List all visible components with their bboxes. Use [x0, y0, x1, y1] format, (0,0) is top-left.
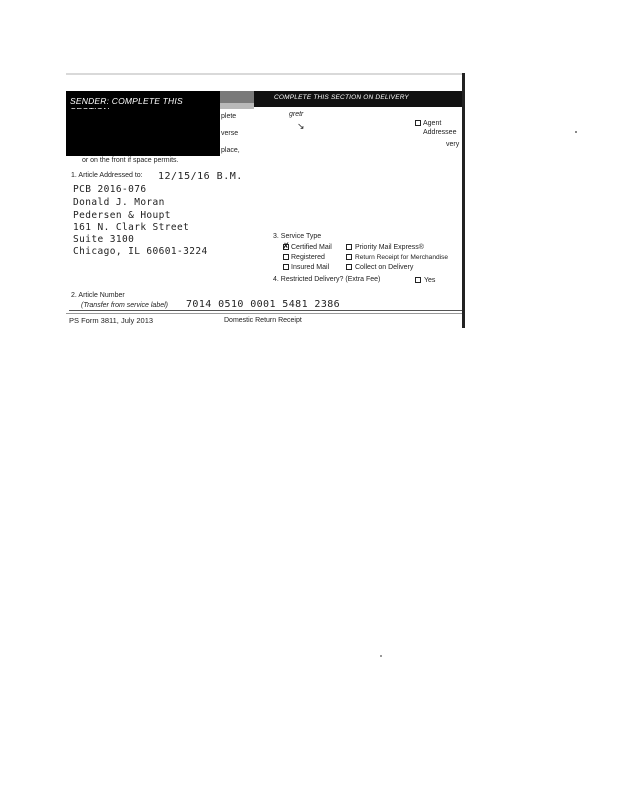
insured-mail-label: Insured Mail: [291, 264, 330, 271]
collect-on-delivery-label: Collect on Delivery: [355, 264, 414, 271]
priority-mail-express-checkbox[interactable]: [346, 244, 352, 250]
restricted-yes-label: Yes: [424, 277, 436, 284]
sender-instruction-fragment-2: verse: [221, 130, 239, 137]
domestic-return-receipt-title: Domestic Return Receipt: [224, 317, 302, 324]
registered-checkbox[interactable]: [283, 254, 289, 260]
delivery-section-header: COMPLETE THIS SECTION ON DELIVERY: [254, 91, 462, 107]
redaction-block: [66, 109, 220, 156]
address-line: 161 N. Clark Street: [73, 222, 190, 233]
checked-x-mark: ✗: [282, 241, 290, 251]
sender-instruction-fragment-1: plete: [221, 113, 237, 120]
insured-mail-checkbox[interactable]: [283, 264, 289, 270]
header-gray-bar-light: [220, 103, 254, 109]
address-line: Suite 3100: [73, 234, 135, 245]
ps-form-label: PS Form 3811, July 2013: [69, 316, 154, 325]
header-gray-bar: [220, 91, 254, 103]
card-top-edge: [66, 73, 465, 75]
registered-label: Registered: [291, 254, 325, 261]
restricted-delivery-label: 4. Restricted Delivery? (Extra Fee): [273, 276, 381, 283]
addressee-fragment: very: [446, 141, 460, 148]
return-receipt-merchandise-label: Return Receipt for Merchandise: [355, 254, 449, 261]
handwritten-date: 12/15/16 B.M.: [158, 171, 243, 182]
agent-label: Agent: [423, 120, 442, 127]
return-receipt-merchandise-checkbox[interactable]: [346, 254, 352, 260]
sender-instruction-fragment-3: place,: [221, 147, 240, 154]
sender-instruction-fragment-4: or on the front if space permits.: [82, 157, 179, 164]
signature-fragment: gretr: [289, 111, 304, 118]
article-number-label: 2. Article Number: [71, 292, 125, 299]
service-type-label: 3. Service Type: [273, 233, 322, 240]
address-line: Donald J. Moran: [73, 197, 165, 208]
signature-scribble: ↘: [297, 121, 305, 131]
article-number-sublabel: (Transfer from service label): [81, 302, 169, 309]
agent-checkbox[interactable]: [415, 120, 421, 126]
article-addressed-label: 1. Article Addressed to:: [71, 172, 143, 179]
footer-rule: [66, 313, 462, 314]
restricted-yes-checkbox[interactable]: [415, 277, 421, 283]
addressee-label: Addressee: [423, 129, 457, 136]
address-line: Pedersen & Houpt: [73, 210, 171, 221]
collect-on-delivery-checkbox[interactable]: [346, 264, 352, 270]
card-right-edge: [462, 73, 465, 328]
article-number-value: 7014 0510 0001 5481 2386: [186, 299, 341, 310]
article-number-underline: [69, 310, 462, 311]
scan-speck: [380, 655, 382, 657]
sender-section-header: SENDER: COMPLETE THIS: [66, 91, 220, 109]
address-line: PCB 2016-076: [73, 184, 147, 195]
priority-mail-express-label: Priority Mail Express®: [355, 244, 424, 251]
return-receipt-card: [66, 73, 465, 328]
certified-mail-label: Certified Mail: [291, 244, 332, 251]
scan-speck: [575, 131, 577, 133]
address-line: Chicago, IL 60601-3224: [73, 246, 208, 257]
